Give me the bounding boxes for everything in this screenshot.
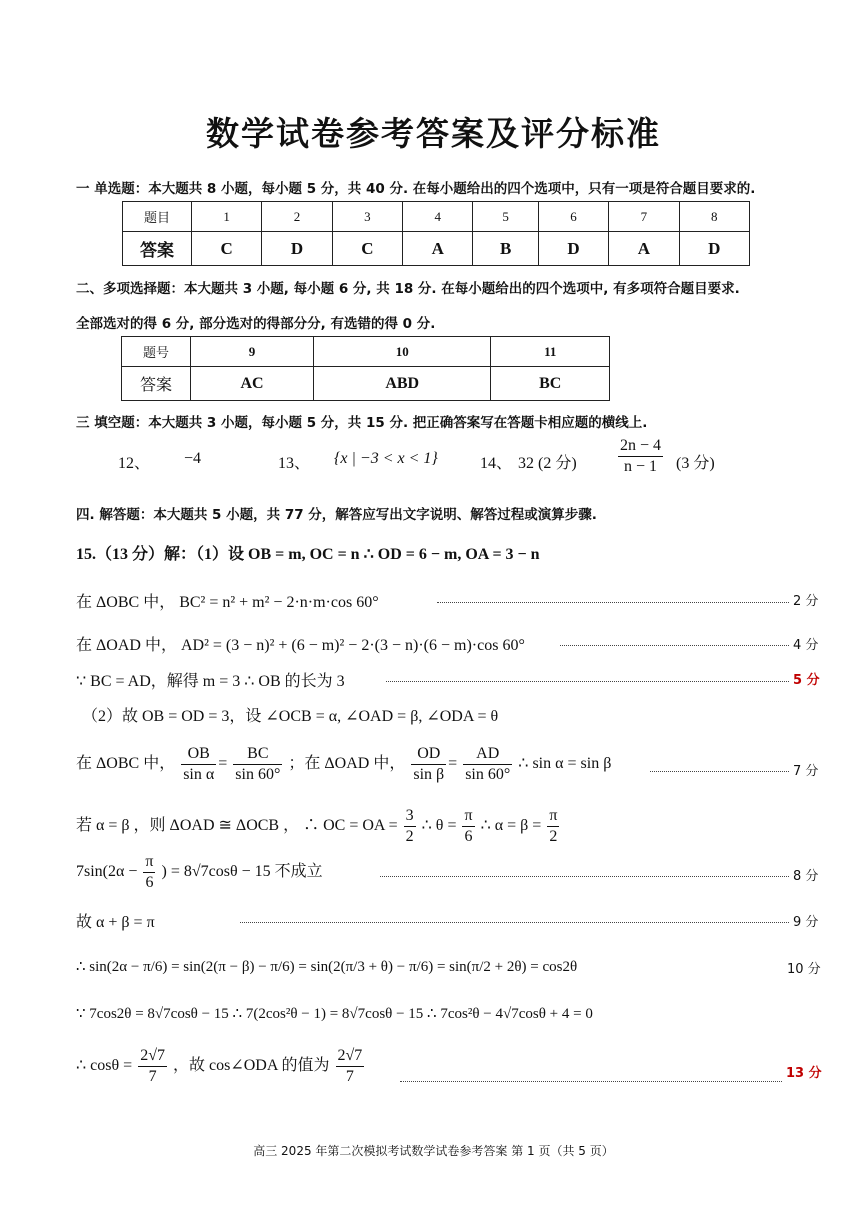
- single-choice-table: [122, 201, 750, 266]
- fraction-denominator: 2: [405, 828, 414, 845]
- fraction-numerator: BC: [233, 744, 282, 765]
- fraction: [138, 1046, 167, 1087]
- fraction-denominator: sin 60°: [235, 766, 281, 783]
- table-cell: D: [538, 232, 608, 266]
- q15-line6-text-a: 若 α = β ，则 ΔOAD ≅ ΔOCB ， ∴ OC = OA =: [76, 817, 398, 835]
- table-answer-label: 答案: [122, 367, 191, 401]
- fraction: [233, 744, 282, 785]
- fraction-denominator: sin α: [183, 766, 215, 783]
- fraction-numerator: AD: [463, 744, 512, 765]
- fraction: [336, 1046, 365, 1087]
- fraction-numerator: 2√7: [336, 1046, 365, 1067]
- q15-line2: 在 ΔOAD 中， AD² = (3 − n)² + (6 − m)² − 2·(3 − n)·(6 − m)·cos 60°: [76, 637, 525, 654]
- q15-line7-score: 8 分: [793, 869, 819, 884]
- q14-points: (3 分): [676, 455, 715, 472]
- table-cell: AC: [191, 367, 314, 401]
- q15-line10: ∵ 7cos2θ = 8√7cosθ − 15 ∴ 7(2cos²θ − 1) = 8√7cosθ − 15 ∴ 7cos²θ − 4√7cosθ + 4 = 0: [76, 1006, 593, 1022]
- fraction-numerator: π: [462, 806, 474, 827]
- table-cell: C: [192, 232, 262, 266]
- section2-heading-line1: 二、多项选择题：本大题共 3 小题, 每小题 6 分, 共 18 分. 在每小题给出的四个选项中, 有多项符合题目要求.: [76, 281, 740, 297]
- q15-line5-text-b: ；在 ΔOAD 中，: [288, 755, 406, 773]
- fraction-denominator: sin β: [413, 766, 445, 783]
- table-cell: 11: [491, 337, 610, 367]
- leader-dots: [560, 645, 789, 646]
- q15-line3-score: 5 分: [793, 673, 820, 688]
- table-row: [123, 202, 750, 232]
- table-cell: 1: [192, 202, 262, 232]
- q14-label: 14、: [480, 455, 513, 472]
- section3-heading: 三 填空题：本大题共 3 小题，每小题 5 分，共 15 分. 把正确答案写在答题卡相应题的横线上.: [76, 415, 648, 431]
- table-row: [122, 337, 610, 367]
- table-cell: C: [332, 232, 402, 266]
- leader-dots: [400, 1081, 782, 1082]
- fraction: [143, 852, 155, 893]
- q13-answer: {x | −3 < x < 1}: [334, 450, 438, 467]
- section1-heading: 一 单选题：本大题共 8 小题，每小题 5 分，共 40 分. 在每小题给出的四个选项中，只有一项是符合题目要求的.: [76, 181, 756, 197]
- leader-dots: [650, 771, 789, 772]
- table-cell: 5: [473, 202, 538, 232]
- page-footer: 高三 2025 年第二次模拟考试数学试卷参考答案 第 1 页（共 5 页）: [253, 1144, 614, 1158]
- fraction-numerator: 2√7: [138, 1046, 167, 1067]
- q15-line5: 在 ΔOBC 中， $\frac{OB}{\text{sin α}}$ = $\frac{BC}{\sin 60^\circ}$ ；在 ΔOAD 中， $\frac{OD}{\text{sin β}}$ = $\frac{AD}{\sin 60^\circ}$ ∴ sin α = sin β: [76, 745, 612, 783]
- table-cell: 3: [332, 202, 402, 232]
- table-header-label: 题号: [122, 337, 191, 367]
- q15-line1-score: 2 分: [793, 594, 819, 609]
- q14-part1: 32 (2 分): [518, 455, 577, 472]
- table-cell: 4: [403, 202, 473, 232]
- q15-line6: [76, 806, 561, 847]
- q14-denominator: n − 1: [624, 458, 658, 475]
- fraction: [181, 744, 216, 785]
- fraction-denominator: 6: [145, 874, 154, 891]
- q15-line8: 故 α + β = π: [76, 914, 155, 931]
- q14-fraction: [616, 436, 665, 477]
- q15-line3: ∵ BC = AD，解得 m = 3 ∴ OB 的长为 3: [76, 673, 345, 690]
- q15-line9: ∴ sin(2α − π/6) = sin(2(π − β) − π/6) = sin(2(π/3 + θ) − π/6) = sin(π/2 + 2θ) = cos2θ: [76, 959, 578, 975]
- leader-dots: [437, 602, 789, 603]
- page-title: 数学试卷参考答案及评分标准: [206, 114, 661, 153]
- table-cell: B: [473, 232, 538, 266]
- q15-line1: 在 ΔOBC 中， BC² = n² + m² − 2·n·m·cos 60°: [76, 594, 379, 611]
- q15-line4: （2）故 OB = OD = 3，设 ∠OCB = α, ∠OAD = β, ∠ODA = θ: [82, 708, 499, 725]
- q15-line9-score: 10 分: [787, 962, 821, 977]
- q15-line2-score: 4 分: [793, 638, 819, 653]
- table-cell: D: [679, 232, 749, 266]
- table-cell: D: [262, 232, 332, 266]
- table-cell: A: [403, 232, 473, 266]
- table-row: [122, 367, 610, 401]
- table-cell: 10: [314, 337, 491, 367]
- table-header-label: 题目: [123, 202, 192, 232]
- table-cell: 2: [262, 202, 332, 232]
- q15-line11-text-a: ∴ cosθ =: [76, 1057, 133, 1075]
- table-cell: 9: [191, 337, 314, 367]
- leader-dots: [386, 681, 789, 682]
- leader-dots: [240, 922, 789, 923]
- q15-line8-score: 9 分: [793, 915, 819, 930]
- fraction-numerator: OD: [411, 744, 446, 765]
- fraction-denominator: 2: [549, 828, 558, 845]
- q15-line7-text-b: ) = 8√7cosθ − 15 不成立: [161, 863, 323, 881]
- section4-heading: 四. 解答题：本大题共 5 小题，共 77 分，解答应写出文字说明、解答过程或演算步骤.: [76, 507, 597, 523]
- fraction: [404, 806, 416, 847]
- table-cell: A: [609, 232, 679, 266]
- q15-head: [76, 541, 540, 564]
- fraction: [462, 806, 474, 847]
- table-row: [123, 232, 750, 266]
- fraction: [463, 744, 512, 785]
- q15-line5-text-a: 在 ΔOBC 中，: [76, 755, 176, 773]
- q15-line7: [76, 852, 323, 893]
- fraction-denominator: 7: [345, 1068, 354, 1085]
- q12-label: 12、: [118, 455, 151, 472]
- table-cell: 7: [609, 202, 679, 232]
- q15-line7-text-a: 7sin(2α −: [76, 863, 138, 881]
- q15-line5-text-c: ∴ sin α = sin β: [518, 755, 612, 773]
- q14-numerator: 2n − 4: [618, 436, 663, 457]
- q15-head-text: 15.（13 分）解：（1）设 OB = m, OC = n ∴ OD = 6 − m, OA = 3 − n: [76, 546, 540, 563]
- table-answer-label: 答案: [123, 232, 192, 266]
- fraction: [411, 744, 446, 785]
- table-cell: BC: [491, 367, 610, 401]
- q15-line6-text-b: ∴ θ =: [421, 817, 457, 835]
- q15-line11-text-b: ，故 cos∠ODA 的值为: [172, 1057, 330, 1075]
- q15-line5-score: 7 分: [793, 764, 819, 779]
- fraction: [547, 806, 559, 847]
- q15-line6-text-c: ∴ α = β =: [480, 817, 542, 835]
- q15-line11: [76, 1046, 366, 1087]
- q12-answer: −4: [184, 450, 202, 467]
- fraction-denominator: 7: [148, 1068, 157, 1085]
- multi-choice-table: [121, 336, 610, 401]
- section2-heading-line2: 全部选对的得 6 分, 部分选对的得部分分, 有选错的得 0 分.: [76, 316, 436, 332]
- q15-line11-score: 13 分: [786, 1066, 822, 1081]
- table-cell: ABD: [314, 367, 491, 401]
- fraction-denominator: sin 60°: [465, 766, 511, 783]
- table-cell: 8: [679, 202, 749, 232]
- fraction-denominator: 6: [464, 828, 473, 845]
- fraction-numerator: 3: [404, 806, 416, 827]
- fraction-numerator: π: [547, 806, 559, 827]
- leader-dots: [380, 876, 789, 877]
- q13-label: 13、: [278, 455, 311, 472]
- fraction-numerator: π: [143, 852, 155, 873]
- fraction-numerator: OB: [181, 744, 216, 765]
- table-cell: 6: [538, 202, 608, 232]
